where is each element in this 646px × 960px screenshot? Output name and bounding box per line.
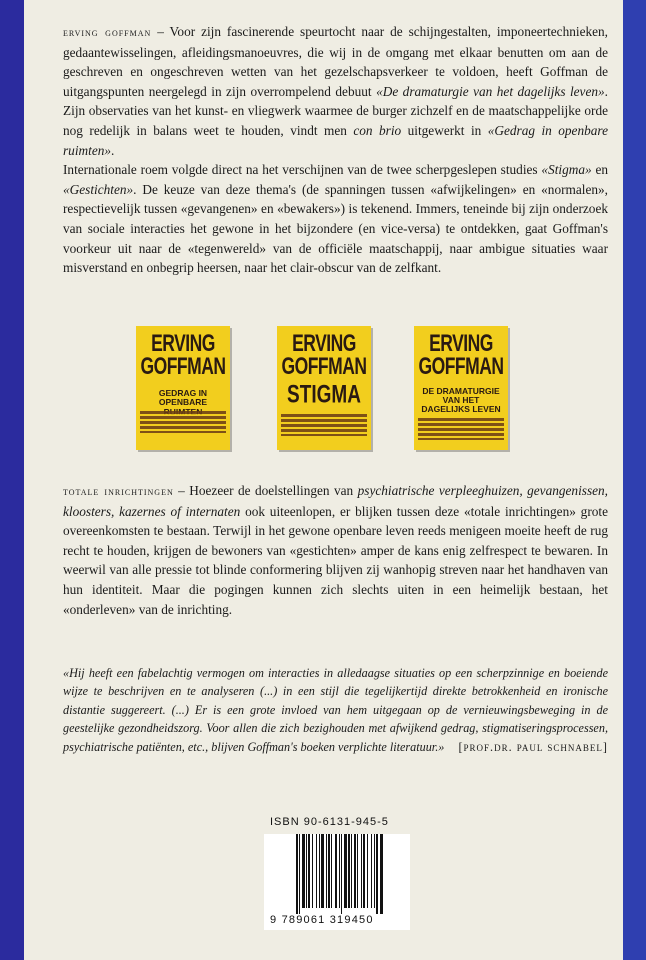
barcode-bar [371, 834, 372, 908]
cover-title-line-1: DE DRAMATURGIE [422, 386, 500, 396]
cover-subtitle-strip [418, 418, 504, 440]
intro-p1-c: uitgewerkt in [401, 122, 488, 138]
cover-title: STIGMA [287, 381, 361, 409]
isbn-number: ISBN 90-6131-945-5 [270, 816, 389, 828]
barcode-bar [335, 834, 337, 908]
spine-right-strip [623, 0, 646, 960]
barcode-bar [357, 834, 358, 908]
quote-attribution: [prof.dr. paul schnabel] [458, 739, 608, 754]
barcode-bar [331, 834, 332, 908]
barcode-bar [348, 834, 350, 908]
cover-title-line-2: OPENBARE [158, 397, 208, 407]
barcode-bar [361, 834, 362, 908]
cover-author: ERVING GOFFMAN [140, 329, 226, 380]
intro-p1-d: . [111, 142, 115, 158]
barcode-bar [367, 834, 368, 908]
cover-stigma [277, 326, 371, 450]
intro-text [63, 22, 608, 278]
intro-p1-a: – Voor zijn fascinerende speurtocht naar de schijngestalten, imponeertechnieken, gedaantewisselingen, afleidingsmanoeuvres, die wij in de omgang met elkaar benutten om aan de geschreven en ongeschreven wetten van het gezelschapsverkeer te voldoen, heeft Goffman de uitgangspunten neergelegd in zijn overrompelend debuut [63, 24, 608, 99]
barcode-bars [294, 834, 398, 914]
barcode [264, 834, 410, 930]
barcode-bar [302, 834, 305, 908]
intro-stigma: «Stigma» [541, 162, 592, 178]
book-covers-row [24, 326, 623, 450]
barcode-bar [312, 834, 313, 908]
intro-book-title-2: «Gedrag in openbare ruimten» [63, 122, 608, 158]
barcode-bar [380, 834, 383, 914]
barcode-bar [376, 834, 378, 914]
cover-author: ERVING GOFFMAN [418, 329, 504, 380]
section-institutions-list: psychiatrische verpleeghuizen, gevangenissen, kloosters, kazernes of internaten [63, 483, 608, 519]
cover-title-line-3: DAGELIJKS LEVEN [421, 404, 501, 414]
barcode-bar [308, 834, 310, 908]
barcode-bar [363, 834, 365, 908]
barcode-bar [319, 834, 320, 908]
barcode-bar [299, 834, 300, 914]
barcode-bar [306, 834, 307, 908]
intro-book-title-1: «De dramaturgie van het dagelijks leven» [376, 83, 605, 99]
barcode-bar [339, 834, 340, 908]
cover-subtitle-strip [281, 414, 367, 436]
intro-p2-b: . De keuze van deze thema's (de spanningen tussen «afwijkelingen» en «normalen», respectievelijk tussen «gevangenen» en «bewakers») is tekenend. Immers, teneinde bij zijn onderzoek van sociale interacties het gewone in het bijzondere (en vice-versa) te ontdekken, gaat Goffman's voorkeur uit naar de «tegenwereld» van de officiële maatschappij, naar ambigue situaties waar misverstand en onbegrip heersen, naar het clair-obscur van de zelfkant. [63, 181, 608, 276]
barcode-bar [374, 834, 375, 908]
cover-de-dramaturgie [414, 326, 508, 450]
barcode-bar [351, 834, 352, 908]
intro-con-brio: con brio [353, 122, 402, 138]
totale-inrichtingen-text [63, 481, 608, 619]
barcode-bar [326, 834, 327, 908]
cover-title-line-2: VAN HET [442, 395, 480, 405]
barcode-bar [344, 834, 347, 908]
barcode-bar [296, 834, 298, 914]
section-text-a: – Hoezeer de doelstellingen van [173, 483, 358, 498]
cover-title-line-1: GEDRAG IN [158, 388, 208, 398]
back-cover-page [24, 0, 623, 960]
barcode-bar [328, 834, 330, 908]
ean-number: 9 789061 319450 [270, 914, 374, 926]
cover-subtitle-strip [140, 411, 226, 433]
barcode-bar [316, 834, 317, 908]
cover-gedrag-in-openbare-ruimten [136, 326, 230, 450]
spine-left-strip [0, 0, 24, 960]
quote-text: «Hij heeft een fabelachtig vermogen om interacties in alledaagse situaties op een scherpzinnige en boeiende wijze te beschrijven en te analyseren (...) in een stijl die tegelijkertijd direkte betrokkenheid en ironische distantie suggereert. (...) Er is een grote invloed van hem uitgegaan op de vernieuwingsbeweging in de geestelijke gezondheidszorg. Voor allen die zich bezighouden met afwijkend gedrag, stigmatiseringsprocessen, psychiatrische patiënten, etc., blijven Goffman's boeken verplichte literatuur.» [63, 666, 608, 754]
intro-p2-a: Internationale roem volgde direct na het verschijnen van de twee scherpgeslepen studies [63, 162, 542, 178]
cover-author: ERVING GOFFMAN [281, 329, 367, 380]
author-heading: erving goffman [63, 25, 152, 39]
section-text-b: ook uiteenlopen, er blijken tussen deze «totale inrichtingen» grote overeenkomsten te bestaan. Terwijl in het gewone openbare leven reeds menigeen moeite heeft de rug recht te houden, krijgen de bewoners van «gestichten» amper de kans enig zelfrespect te bewaren. In weerwil van alle pressie tot blinde conformering blijven zij wanhopig streven naar het handhaven van hun identiteit. Maar die pogingen kunnen zich slechts uiten in een heimelijk bestaan, het «onderleven» van de inrichting. [63, 503, 608, 617]
barcode-bar [321, 834, 324, 908]
intro-p1-b: . Zijn observaties van het kunst- en vliegwerk waarmee de burger zichzelf en de maatschappelijke orde nog redelijk in balans weet te houden, vindt men [63, 83, 608, 138]
barcode-bar [341, 834, 342, 914]
intro-gestichten: «Gestichten» [63, 181, 134, 197]
review-quote [63, 664, 608, 756]
barcode-bar [354, 834, 356, 908]
section-heading: totale inrichtingen [63, 484, 174, 498]
intro-p2-en: en [591, 162, 608, 178]
